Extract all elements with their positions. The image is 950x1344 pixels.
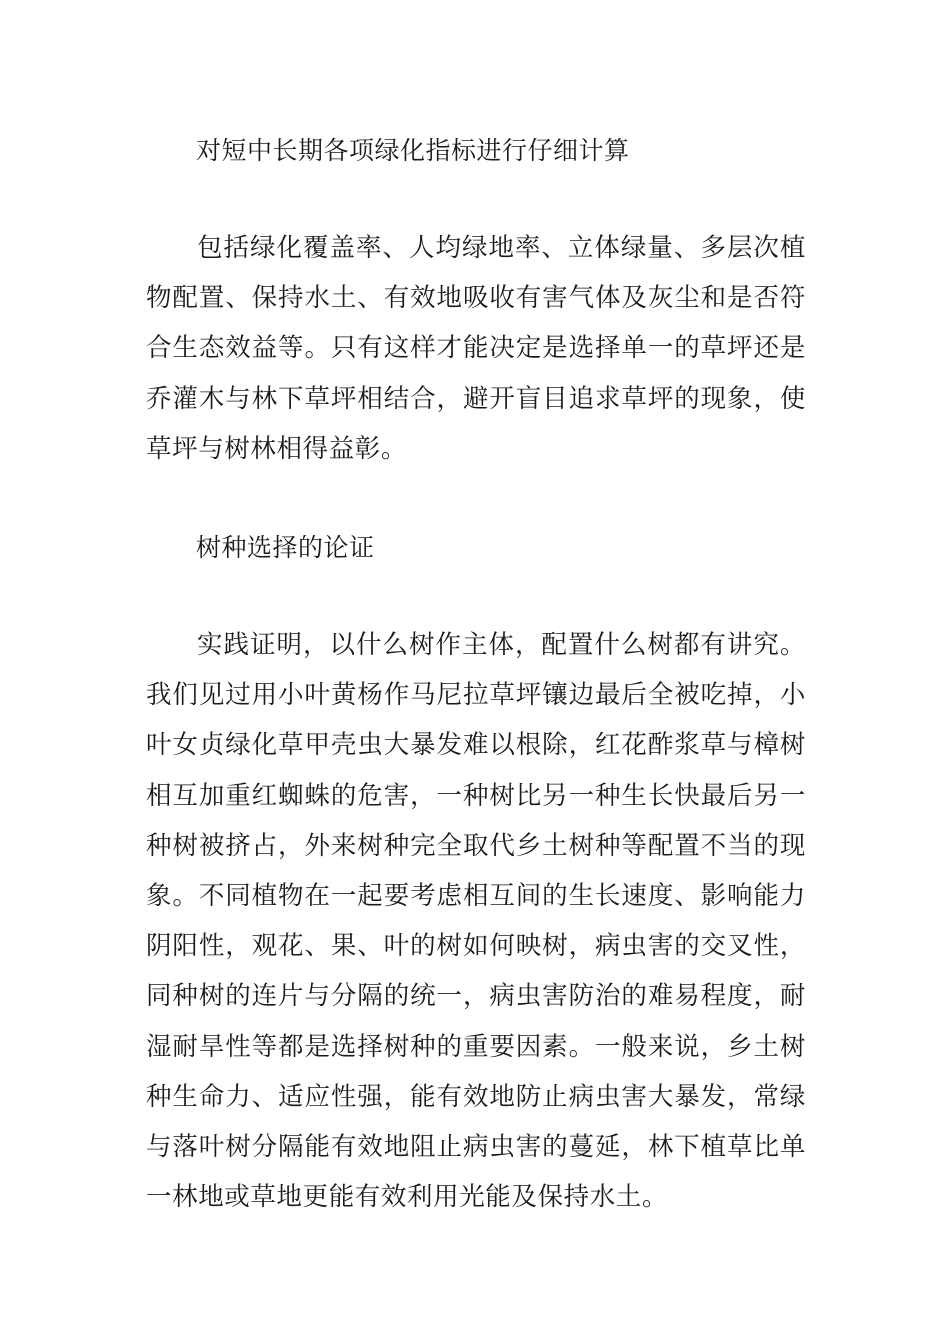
section-heading-green-indicators: 对短中长期各项绿化指标进行仔细计算 (196, 136, 630, 165)
section-heading-tree-selection: 树种选择的论证 (196, 533, 375, 562)
section-paragraph-tree-selection: 实践证明，以什么树作主体，配置什么树都有讲究。我们见过用小叶黄杨作马尼拉草坪镶边最后全被吃掉，小叶女贞绿化草甲壳虫大暴发难以根除，红花酢浆草与樟树相互加重红蜘蛛的危害，一种树比另一种生长快最后另一种树被挤占，外来树种完全取代乡土树种等配置不当的现象。不同植物在一起要考虑相互间的生长速度、影响能力阴阳性，观花、果、叶的树如何映树，病虫害的交叉性，同种树的连片与分隔的统一，病虫害防治的难易程度，耐湿耐旱性等都是选择树种的重要因素。一般来说，乡土树种生命力、适应性强，能有效地防止病虫害大暴发，常绿与落叶树分隔能有效地阻止病虫害的蔓延，林下植草比单一林地或草地更能有效利用光能及保持水土。 (146, 630, 806, 1213)
section-paragraph-green-indicators: 包括绿化覆盖率、人均绿地率、立体绿量、多层次植物配置、保持水土、有效地吸收有害气体及灰尘和是否符合生态效益等。只有这样才能决定是选择单一的草坪还是乔灌木与林下草坪相结合，避开盲目追求草坪的现象，使草坪与树林相得益彰。 (146, 233, 806, 464)
